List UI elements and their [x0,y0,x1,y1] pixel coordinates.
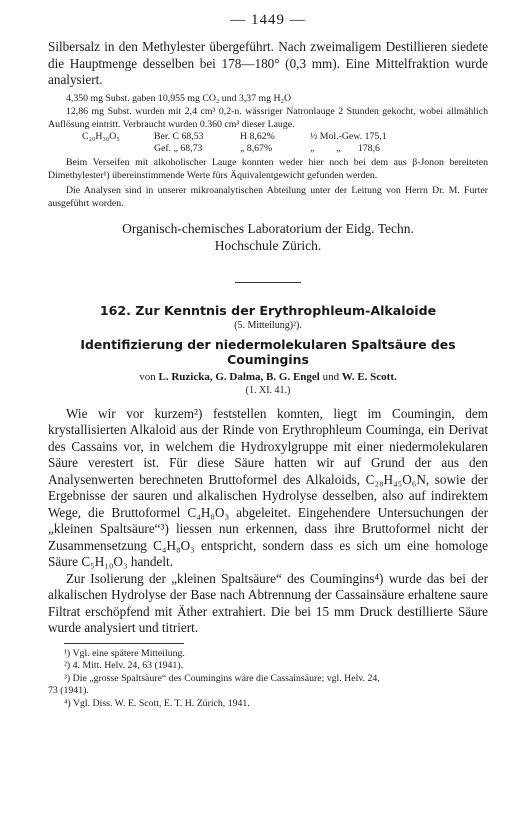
body-paragraph-2: Zur Isolierung der „kleinen Spaltsäure“ des Coumingins⁴) wurde das bei der alkalischen Hydrolyse der Base nach Abtrennung der Cassainsäure erhaltene saure Filtrat erschöpfend mit Äther extrahiert. Die bei 15 mm Druck destillierte Säure wurde analysiert und titriert. [48,570,488,635]
authors-and: und [322,370,340,383]
body-paragraph-1: Wie wir vor kurzem²) feststellen konnten, liegt im Coumingin, dem krystallisierten Alkaloid aus der Rinde von Erythrophleum Couminga, ein Derivat des Cassains vor, in welchem die Hydroxylgruppe mit einer niedermolekularen Säure verestert ist. Für diese Säure hatten wir auf Grund der aus den Analysenwerten berechneten Bruttoformel des Alkaloids, C₂₈H₄₅O₆N, sowie der Ergebnisse der sauren und alkalischen Hydrolyse desselben, also auf indirektem Wege, die Bruttoformel C₄H₈O₃ abgeleitet. Eingehendere Untersuchungen der „kleinen Spaltsäure“³) liessen nun erkennen, dass ihre Bruttoformel nicht der Zusammensetzung C₄H₈O₃ entspricht, sondern dass es sich um eine homologe Säure C₅H₁₀O₃ handelt. [48,405,488,569]
authors-prefix: von [139,370,156,383]
found-hydrogen-cell: „ 8,67% [240,143,273,154]
analysis-line-1: 4,350 mg Subst. gaben 10,955 mg CO₂ und 3,37 mg H₂O [66,92,292,104]
footnote-rule [64,643,184,644]
footnote-2: ²) 4. Mitt. Helv. 24, 63 (1941). [64,660,184,671]
laboratory-line-1: Organisch-chemisches Laboratorium der Eidg. Techn. [122,220,414,236]
calc-molweight-cell: ½ Mol.-Gew. 175,1 [310,130,387,142]
found-molweight-cell: „ „ 178,6 [310,143,380,154]
footnote-3-continued: 73 (1941). [48,685,89,696]
analysis-line-2: 12,86 mg Subst. wurden mit 2,4 cm³ 0,2-n. wässriger Natronlauge 2 Stunden gekocht, wobei allmählich Auflösung eintritt. Verbraucht wurden 0.360 cm³ dieser Lauge. [48,105,488,130]
saponification-remark: Beim Verseifen mit alkoholischer Lauge konnten weder hier noch bei dem aus β-Jonon bereiteten Dimethylester¹) übereinstimmende Werte fürs Äquivalentgewicht gefunden werden. [48,156,488,181]
document-page [48,12,488,710]
footnote-3: ³) Die „grosse Spaltsäure“ des Coumingins wäre die Cassainsäure; vgl. Helv. 24, [64,672,380,684]
calc-carbon-cell: Ber. C 68,53 [154,130,204,142]
found-empty-cell [82,143,154,156]
footnote-4: ⁴) Vgl. Diss. W. E. Scott, E. T. H. Zürich, 1941. [64,697,250,709]
section-divider [235,282,301,283]
article-title: 162. Zur Kenntnis der Erythrophleum-Alkaloide [99,302,437,318]
found-carbon-cell: Gef. „ 68,73 [154,143,203,154]
article-authors [48,371,488,383]
page-number: — 1449 — [230,12,306,28]
footnote-1: ¹) Vgl. eine spätere Mitteilung. [64,647,185,659]
analyses-note: Die Analysen sind in unserer mikroanalytischen Abteilung unter der Leitung von Herrn Dr. M. Furter ausgeführt worden. [48,184,488,209]
continuation-paragraph: Silbersalz in den Methylester übergeführt. Nach zweimaligem Destillieren siedete die Hauptmenge desselben bei 178—180° (0,3 mm). Eine Mittelfraktion wurde analysiert. [48,39,488,87]
formula-cell: C₂₀H₃₀O₅ [82,130,120,142]
author-last: W. E. Scott. [341,370,397,383]
found-values-row [82,143,488,156]
article-mitteilung: (5. Mitteilung)²). [234,319,302,331]
calculated-values-row [82,131,488,144]
calc-hydrogen-cell: H 8,62% [240,130,275,142]
laboratory-line-2: Hochschule Zürich. [214,237,322,253]
authors-names: L. Ruzicka, G. Dalma, B. G. Engel [158,370,320,383]
article-date: (1. XI. 41.) [245,384,291,396]
article-subtitle: Identifizierung der niedermolekularen Spaltsäure des Coumingins [80,336,456,367]
